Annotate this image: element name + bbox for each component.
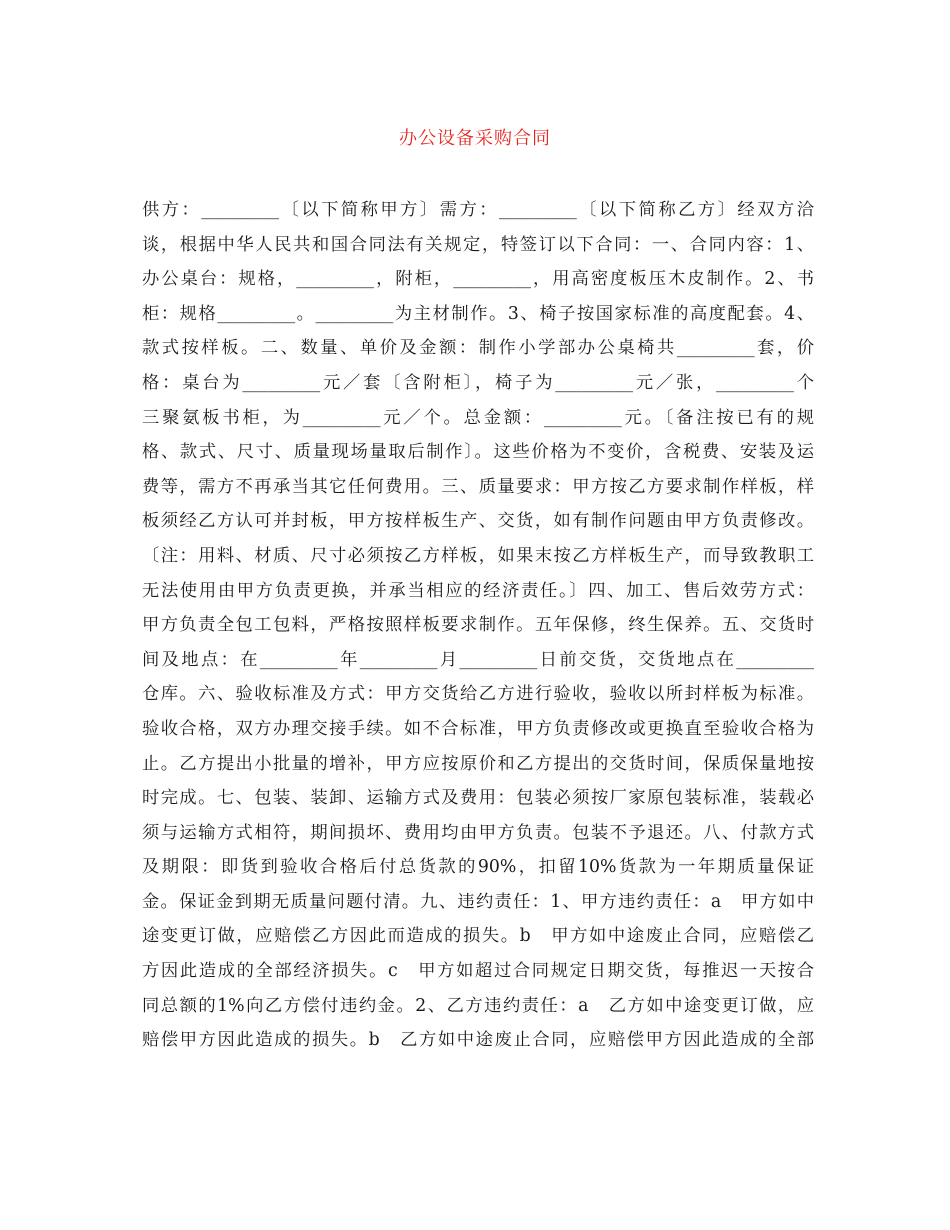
body-line: 仓库。六、验收标准及方式：甲方交货给乙方进行验收，验收以所封样板为标准。: [142, 684, 814, 705]
document-title: 办公设备采购合同: [399, 128, 551, 149]
body-line: 赔偿甲方因此造成的损失。b 乙方如中途废止合同，应赔偿甲方因此造成的全部: [142, 1030, 814, 1051]
body-line: 〔注：用料、材质、尺寸必须按乙方样板，如果末按乙方样板生产，而导致教职工: [142, 545, 814, 566]
body-line: 格、款式、尺寸、质量现场量取后制作〕。这些价格为不变价，含税费、安装及运: [142, 442, 814, 463]
body-line: 费等，需方不再承当其它任何费用。三、质量要求：甲方按乙方要求制作样板，样: [142, 476, 814, 497]
body-line: 时完成。七、包装、装卸、运输方式及费用：包装必须按厂家原包装标准，装载必: [142, 788, 814, 809]
body-line: 止。乙方提出小批量的增补，甲方应按原价和乙方提出的交货时间，保质保量地按: [142, 753, 814, 774]
body-line: 及期限：即货到验收合格后付总货款的90%，扣留10%货款为一年期质量保证: [142, 857, 814, 878]
body-line: 格：桌台为_________元／套〔含附柜〕，椅子为_________元／张，_________个: [142, 372, 814, 393]
body-line: 办公桌台：规格，_________，附柜，_________，用高密度板压木皮制作。2、书: [142, 269, 814, 290]
body-line: 款式按样板。二、数量、单价及金额：制作小学部办公桌椅共_________套，价: [142, 338, 814, 359]
body-line: 方因此造成的全部经济损失。c 甲方如超过合同规定日期交货，每推迟一天按合: [142, 961, 814, 982]
body-line: 三聚氨板书柜，为_________元／个。总金额：_________元。〔备注按已有的规: [142, 407, 814, 428]
body-line: 供方：_________〔以下简称甲方〕需方：_________〔以下简称乙方〕经双方洽: [142, 200, 814, 220]
body-line: 间及地点：在_________年_________月_________日前交货，交货地点在_________: [142, 649, 814, 670]
body-line: 谈，根据中华人民共和国合同法有关规定，特签订以下合同：一、合同内容：1、: [142, 234, 814, 255]
body-line: 须与运输方式相符，期间损坏、费用均由甲方负责。包装不予退还。八、付款方式: [142, 822, 814, 843]
body-line: 途变更订做，应赔偿乙方因此而造成的损失。b 甲方如中途废止合同，应赔偿乙: [142, 926, 814, 947]
body-line: 无法使用由甲方负责更换，并承当相应的经济责任。〕四、加工、售后效劳方式：: [142, 580, 814, 601]
body-line: 验收合格，双方办理交接手续。如不合标准，甲方负责修改或更换直至验收合格为: [142, 718, 814, 739]
body-line: 同总额的1%向乙方偿付违约金。2、乙方违约责任：a 乙方如中途变更订做，应: [142, 995, 814, 1016]
document-body: [142, 193, 814, 1058]
body-line: 金。保证金到期无质量问题付清。九、违约责任：1、甲方违约责任：a 甲方如中: [142, 891, 814, 912]
body-line: 板须经乙方认可并封板，甲方按样板生产、交货，如有制作问题由甲方负责修改。: [142, 511, 814, 532]
body-line: 甲方负责全包工包料，严格按照样板要求制作。五年保修，终生保养。五、交货时: [142, 615, 814, 636]
body-line: 柜：规格_________。_________为主材制作。3、椅子按国家标准的高度配套。4、: [142, 303, 814, 324]
